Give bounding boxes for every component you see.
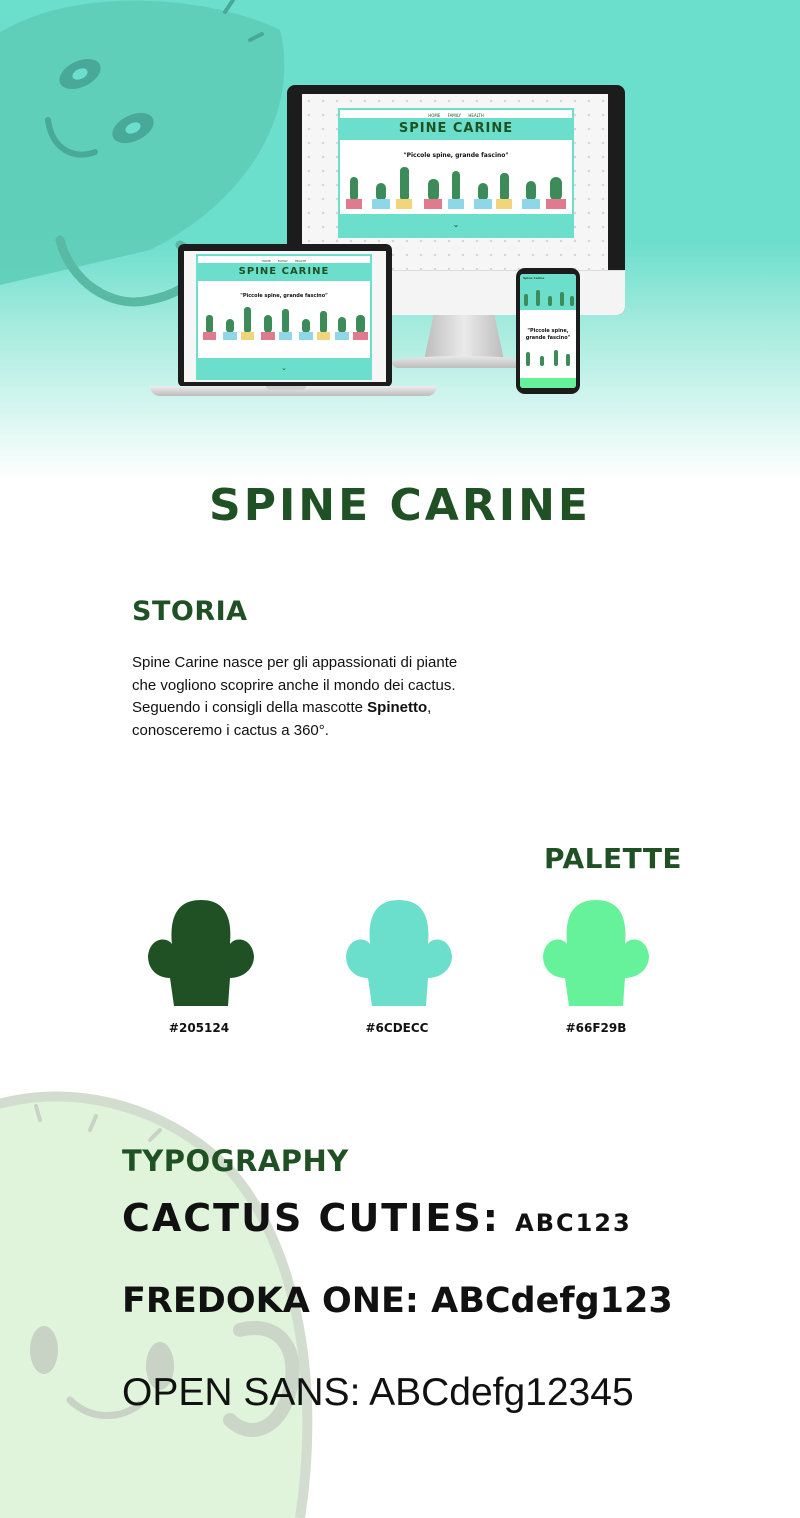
storia-line-2: che vogliono scoprire anche il mondo dei cactus. xyxy=(132,676,456,694)
cactus-cuties-sample: ABC123 xyxy=(515,1209,632,1237)
cactus-row-illustration-phone-bottom xyxy=(520,348,576,368)
storia-line-3-text: Seguendo i consigli della mascotte xyxy=(132,699,368,716)
swatch-shape-2 xyxy=(346,900,452,1006)
mock-phone-header: Spine Carine xyxy=(520,274,576,288)
mock-site-desktop xyxy=(338,108,574,238)
mock-site-quote-laptop: "Piccole spine, grande fascino" xyxy=(240,293,328,299)
storia-line-1: Spine Carine nasce per gli appassionati di piante xyxy=(132,654,458,671)
laptop-screen xyxy=(184,251,386,382)
laptop-notch xyxy=(266,386,306,390)
swatch-dark-green-cactus xyxy=(148,900,254,1006)
cactus-row-illustration-phone xyxy=(520,288,576,310)
monitor-base xyxy=(392,356,530,368)
storia-heading: STORIA xyxy=(132,596,248,627)
swatch-label-1: #205124 xyxy=(168,1021,230,1035)
mock-site-title-laptop: SPINE CARINE xyxy=(198,263,370,281)
mock-nav: HOME FAMILY HEALTH xyxy=(428,113,484,118)
mock-phone-footer xyxy=(520,378,576,388)
cactus-row-illustration xyxy=(340,163,574,213)
scroll-down-icon: ⌄ xyxy=(340,214,572,236)
phone-screen xyxy=(520,274,576,388)
swatch-label-2: #6CDECC xyxy=(365,1021,429,1035)
swatch-label-3: #66F29B xyxy=(565,1021,627,1035)
storia-text xyxy=(132,652,552,742)
swatch-shape-1 xyxy=(148,900,254,1006)
cactus-row-illustration-laptop xyxy=(198,303,372,343)
swatch-shape-3 xyxy=(543,900,649,1006)
cactus-cuties-name: CACTUS CUTIES: xyxy=(122,1196,500,1240)
typography-sample-cactus-cuties xyxy=(122,1196,632,1240)
typography-sample-open-sans: OPEN SANS: ABCdefg12345 xyxy=(122,1371,634,1414)
mock-site-quote: "Piccole spine, grande fascino" xyxy=(403,152,509,159)
mock-phone-quote: "Piccole spine, grande fascino" xyxy=(525,328,571,341)
scroll-down-icon-laptop: ⌄ xyxy=(198,358,370,378)
palette-heading: PALETTE xyxy=(544,842,683,875)
storia-line-4: conosceremo i cactus a 360°. xyxy=(132,721,329,739)
mock-nav-laptop: HOME FAMILY HEALTH xyxy=(261,259,307,263)
monitor-stand xyxy=(424,315,504,360)
brand-title: SPINE CARINE xyxy=(209,480,591,531)
mock-site-title: SPINE CARINE xyxy=(340,118,572,140)
mascot-name: Spinetto xyxy=(367,699,428,716)
storia-line-3-comma: , xyxy=(427,699,432,716)
swatch-light-green-cactus xyxy=(543,900,649,1006)
typography-sample-fredoka: FREDOKA ONE: ABCdefg123 xyxy=(122,1281,673,1321)
mock-site-laptop xyxy=(196,254,372,380)
storia-line-3 xyxy=(132,697,552,720)
swatch-teal-cactus xyxy=(346,900,452,1006)
typography-heading: TYPOGRAPHY xyxy=(122,1144,349,1178)
